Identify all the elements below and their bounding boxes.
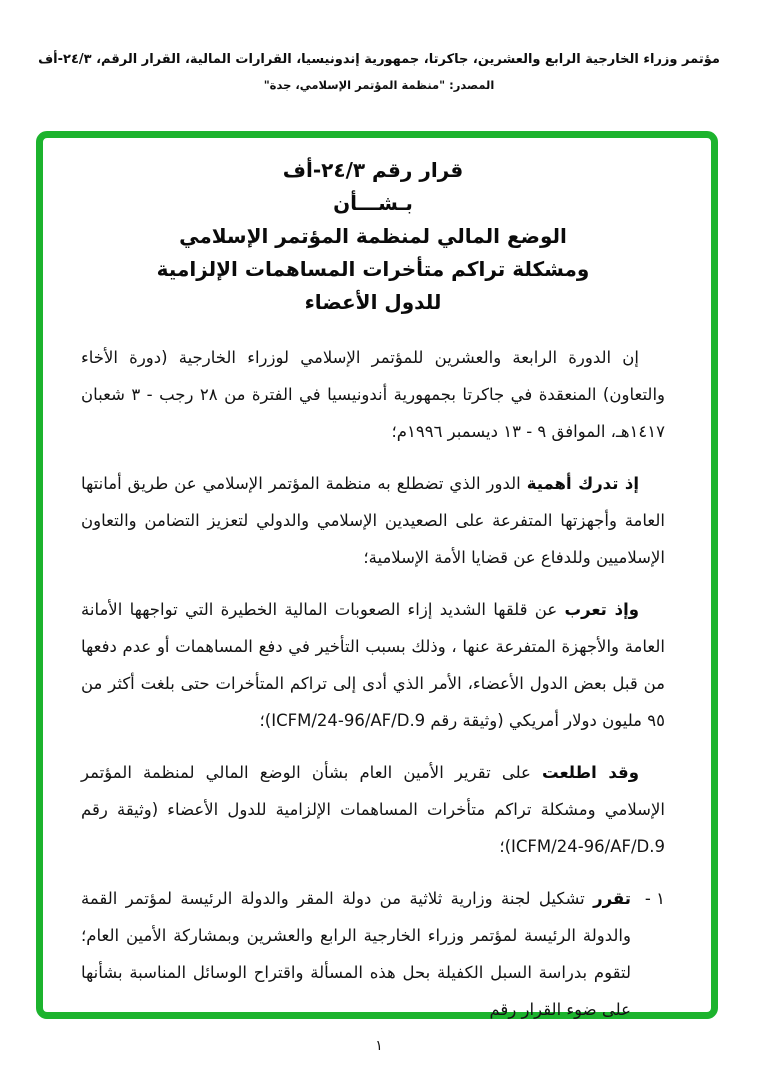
operative-clause-1 — [81, 880, 665, 1028]
resolution-title-block — [81, 154, 665, 319]
preamble-having-reviewed-paragraph — [81, 754, 665, 865]
paragraph-lead: وقد اطلعت — [542, 763, 639, 782]
preamble-recognizing-paragraph — [81, 465, 665, 576]
paragraph-text: إن الدورة الرابعة والعشرين للمؤتمر الإسلامي لوزراء الخارجية (دورة الأخاء والتعاون) المنعقدة في جاكرتا بجمهورية أندونيسيا في الفترة من ٢٨ رجب - ٣ شعبان ١٤١٧هـ، الموافق ٩ - ١٣ ديسمبر ١٩٩٦م؛ — [81, 348, 666, 441]
resolution-number-title: قرار رقم ٢٤/٣-أف — [282, 158, 464, 182]
document-header — [0, 52, 758, 92]
preamble-session-paragraph — [81, 339, 665, 450]
page-number: ١ — [375, 1038, 383, 1054]
paragraph-text: الدور الذي تضطلع به منظمة المؤتمر الإسلامي عن طريق أمانتها العامة وأجهزتها المتفرعة على الصعيدين الإسلامي والدولي لتعزيز التضامن والتعاون الإسلاميين وللدفاع عن قضايا الأمة الإسلامية؛ — [81, 474, 665, 567]
header-citation-line: مؤتمر وزراء الخارجية الرابع والعشرين، جاكرتا، جمهورية إندونيسيا، القرارات المالية، القرار الرقم، ٢٤/٣-أف — [38, 52, 720, 67]
title-regarding: بـشـــأن — [333, 191, 413, 215]
title-subject-line-3: للدول الأعضاء — [304, 290, 442, 314]
header-source-line: المصدر: "منظمة المؤتمر الإسلامي، جدة" — [263, 78, 495, 92]
paragraph-text: عن قلقها الشديد إزاء الصعوبات المالية الخطيرة التي تواجهها الأمانة العامة والأجهزة المتفرعة عنها ، وذلك بسبب التأخير في دفع المساهمات أو عدم دفعها من قبل بعض الدول الأعضاء، الأمر الذي أدى إلى تراكم المتأخرات حتى بلغت أكثر من ٩٥ مليون دولار أمريكي (وثيقة رقم ICFM/24-96/AF/D.9)؛ — [81, 600, 665, 730]
title-subject-line-2: ومشكلة تراكم متأخرات المساهمات الإلزامية — [156, 257, 590, 281]
title-subject-line-1: الوضع المالي لمنظمة المؤتمر الإسلامي — [179, 224, 567, 248]
clause-number: ١ - — [644, 889, 665, 908]
clause-lead: تقرر — [593, 889, 631, 908]
paragraph-lead: وإذ تعرب — [564, 600, 640, 619]
resolution-frame — [36, 131, 718, 1019]
paragraph-lead: إذ تدرك أهمية — [526, 474, 639, 493]
clause-text: تشكيل لجنة وزارية ثلاثية من دولة المقر والدولة الرئيسة لمؤتمر القمة والدولة الرئيسة لمؤتمر وزراء الخارجية الرابع والعشرين وبمشاركة الأمين العام؛ لتقوم بدراسة السبل الكفيلة بحل هذه المسألة واقتراح الوسائل المناسبة بشأنها على ضوء القرار رقم — [81, 889, 631, 1019]
paragraph-text: على تقرير الأمين العام بشأن الوضع المالي لمنظمة المؤتمر الإسلامي ومشكلة تراكم متأخرات المساهمات الإلزامية للدول الأعضاء (وثيقة رقم ICFM/24-96/AF/D.9)؛ — [81, 763, 665, 856]
preamble-concern-paragraph — [81, 591, 665, 739]
